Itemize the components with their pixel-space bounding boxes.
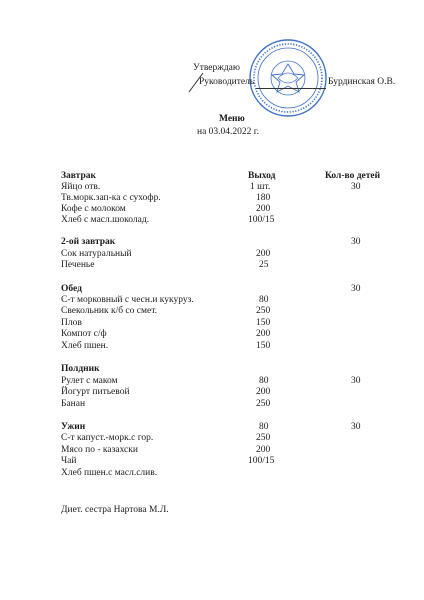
menu-item-output: 180 (256, 193, 271, 203)
approver-name: Бурдинская О.В. (328, 77, 396, 87)
menu-item-output: 200 (256, 387, 271, 397)
menu-item-output: 250 (256, 399, 271, 409)
menu-item-name: Компот с/ф (61, 329, 107, 339)
menu-item-name: Банан (61, 399, 86, 409)
menu-item-output: 250 (256, 306, 271, 316)
approve-label: Утверждаю (193, 63, 240, 73)
menu-item-output: 200 (256, 249, 271, 259)
header-breakfast: Завтрак (61, 171, 96, 181)
menu-item-children: 30 (351, 182, 361, 192)
footer-signature: Диет. сестра Нартова М.Л. (61, 505, 169, 515)
menu-item-name: С-т капуст.-морк.с гор. (61, 433, 154, 443)
section-children: 30 (351, 284, 361, 294)
menu-item-name: Сок натуральный (61, 249, 132, 259)
menu-item-name: Йогурт питьевой (61, 387, 130, 397)
menu-item-name: Рулет с маком (61, 376, 118, 386)
menu-item-name: С-т морковный с чесн.и кукуруз. (61, 295, 194, 305)
menu-item-name: Яйцо отв. (61, 182, 101, 192)
section-children: 30 (351, 422, 361, 432)
menu-item-output: 200 (256, 329, 271, 339)
section-title: Ужин (61, 422, 86, 432)
menu-item-output: 100/15 (248, 215, 275, 225)
menu-item-output: 25 (259, 260, 269, 270)
header-output: Выход (248, 171, 276, 181)
menu-item-name: Чай (61, 456, 77, 466)
date-line: на 03.04.2022 г. (197, 127, 260, 137)
section-title: Обед (61, 284, 82, 294)
menu-item-output: 150 (256, 341, 271, 351)
menu-item-output: 80 (259, 295, 269, 305)
menu-item-name: Печенье (61, 260, 95, 270)
menu-item-name: Тв.морк.зап-ка с сухофр. (61, 193, 161, 203)
section-children: 30 (351, 237, 361, 247)
section-title: Полдник (61, 364, 100, 374)
menu-item-children: 30 (351, 376, 361, 386)
signature-line (256, 88, 326, 89)
menu-item-output: 150 (256, 318, 271, 328)
menu-item-name: Свекольник к/б со смет. (61, 306, 158, 316)
menu-item-name: Кофе с молоком (61, 204, 126, 214)
menu-item-output: 200 (256, 445, 271, 455)
signature-icon (186, 72, 206, 94)
approver-role: Руководитель (199, 77, 255, 87)
menu-item-output: 1 шт. (250, 182, 271, 192)
menu-item-name: Хлеб с масл.шоколад. (61, 215, 150, 225)
page-title: Меню (219, 114, 245, 124)
menu-item-output: 250 (256, 433, 271, 443)
menu-item-output: 80 (259, 376, 269, 386)
section-title: 2-ой завтрак (61, 237, 116, 247)
menu-item-name: Хлеб пшен. (61, 341, 109, 351)
header-children: Кол-во детей (325, 171, 381, 181)
menu-item-name: Плов (61, 318, 82, 328)
menu-item-output: 200 (256, 204, 271, 214)
section-output: 80 (259, 422, 269, 432)
menu-item-output: 100/15 (248, 456, 275, 466)
menu-item-name: Хлеб пшен.с масл.слив. (61, 468, 158, 478)
menu-item-name: Мясо по - казахски (61, 445, 138, 455)
round-seal-icon (248, 38, 328, 118)
